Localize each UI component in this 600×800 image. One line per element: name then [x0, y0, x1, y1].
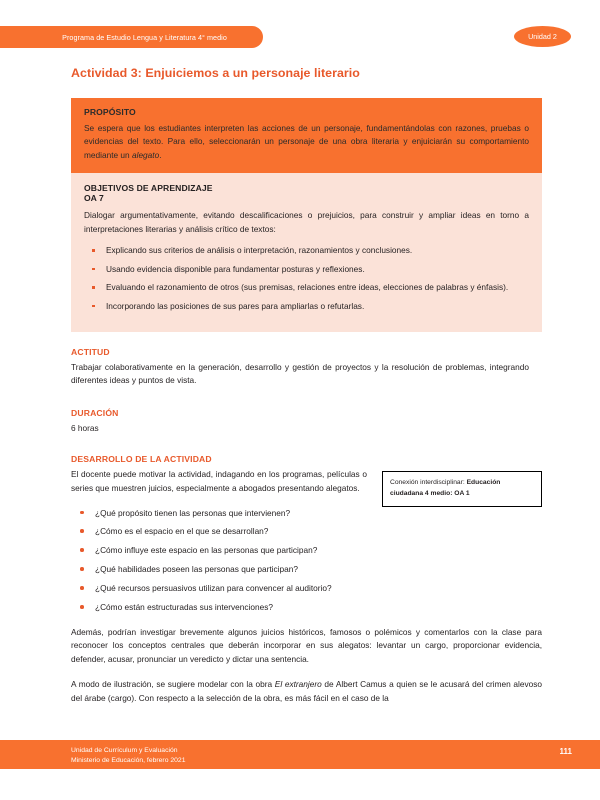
- proposito-text: [84, 122, 529, 162]
- list-item: Explicando sus criterios de análisis o interpretación, razonamientos y conclusiones.: [84, 244, 529, 257]
- proposito-heading: PROPÓSITO: [84, 107, 136, 117]
- paragraph-3-part1: A modo de ilustración, se sugiere modelar con la obra: [71, 679, 275, 690]
- desarrollo-question-list: [71, 507, 542, 615]
- desarrollo-paragraph-3: [71, 678, 542, 705]
- proposito-box: [71, 98, 542, 173]
- conexion-value: Educación ciudadana 4 medio: OA 1: [390, 479, 501, 497]
- page-header: [0, 26, 600, 48]
- desarrollo-intro-text: El docente puede motivar la actividad, indagando en los programas, películas o series que muestren juicios, especialmente a abogados presentando alegatos.: [71, 469, 367, 493]
- actitud-heading: ACTITUD: [71, 346, 110, 357]
- desarrollo-intro-row: [71, 468, 542, 495]
- list-item: ¿Qué propósito tienen las personas que intervienen?: [71, 507, 542, 520]
- objetivos-box: [71, 173, 542, 332]
- desarrollo-section: [71, 435, 542, 705]
- paragraph-3-part2: de Albert Camus a quien se le acusará del crimen alevoso del árabe (cargo). Con respecto a la selección de la obra, es más fácil en el caso de la: [71, 679, 543, 703]
- footer-page-number: 111: [559, 747, 572, 756]
- duracion-heading: DURACIÓN: [71, 407, 119, 418]
- objetivos-heading: OBJETIVOS DE APRENDIZAJE: [84, 183, 213, 194]
- list-item: ¿Qué recursos persuasivos utilizan para convencer al auditorio?: [71, 582, 542, 595]
- proposito-text-italic: alegato: [131, 149, 160, 160]
- desarrollo-heading: DESARROLLO DE LA ACTIVIDAD: [71, 454, 212, 465]
- unit-badge-label: Unidad 2: [528, 32, 557, 41]
- unit-badge: [514, 26, 571, 47]
- list-item: Incorporando las posiciones de sus pares para ampliarlas o refutarlas.: [84, 300, 529, 313]
- list-item: ¿Qué habilidades poseen las personas que participan?: [71, 563, 542, 576]
- objetivos-list: [84, 244, 529, 313]
- proposito-text-part1: Se espera que los estudiantes interpreten las acciones de un personaje, fundamentándolas con razones, pruebas o evidencias del texto. Para ello, seleccionarán un personaje de una obra literaria y enjuiciarán su comportamiento mediante un: [84, 123, 529, 160]
- list-item: Evaluando el razonamiento de otros (sus premisas, relaciones entre ideas, elecciones de palabras y énfasis).: [84, 281, 529, 294]
- document-content: [71, 98, 542, 705]
- desarrollo-paragraph-2: Además, podrían investigar brevemente algunos juicios históricos, famosos o polémicos y comentarlos con la clase para reconocer los conceptos centrales que deberán incorporar en sus alegatos: levantar un cargo, proporcionar evidencia, defender, acusar, pronunciar un veredicto y dictar una sentencia.: [71, 626, 542, 664]
- footer-line-1: Unidad de Currículum y Evaluación: [71, 747, 178, 754]
- actitud-section: [71, 332, 542, 388]
- list-item: ¿Cómo es el espacio en el que se desarrollan?: [71, 525, 542, 538]
- footer-line-2: Ministerio de Educación, febrero 2021: [71, 757, 186, 765]
- objetivos-intro: Dialogar argumentativamente, evitando descalificaciones o prejuicios, para construir y ampliar ideas en torno a interpretaciones literarias y análisis crítico de textos:: [84, 210, 529, 234]
- page-footer: [0, 740, 600, 769]
- list-item: ¿Cómo están estructuradas sus intervenciones?: [71, 601, 542, 614]
- header-program-label: Programa de Estudio Lengua y Literatura 4° medio: [62, 32, 227, 42]
- list-item: ¿Cómo influye este espacio en las personas que participan?: [71, 544, 542, 557]
- proposito-text-part2: .: [159, 149, 162, 160]
- conexion-interdisciplinar-box: [382, 471, 542, 506]
- conexion-label: Conexión interdisciplinar:: [390, 479, 467, 487]
- footer-source: [71, 746, 185, 766]
- header-program-tab: [0, 26, 263, 48]
- objetivos-code: OA 7: [84, 193, 104, 204]
- duracion-text: 6 horas: [71, 422, 99, 433]
- actitud-text: Trabajar colaborativamente en la generación, desarrollo y gestión de proyectos y la resolución de problemas, integrando diferentes ideas y puntos de vista.: [71, 361, 529, 386]
- list-item: Usando evidencia disponible para fundamentar posturas y reflexiones.: [84, 263, 529, 276]
- paragraph-3-title-italic: El extranjero: [274, 679, 322, 690]
- page-title: Actividad 3: Enjuiciemos a un personaje literario: [71, 66, 360, 80]
- duracion-section: [71, 388, 542, 436]
